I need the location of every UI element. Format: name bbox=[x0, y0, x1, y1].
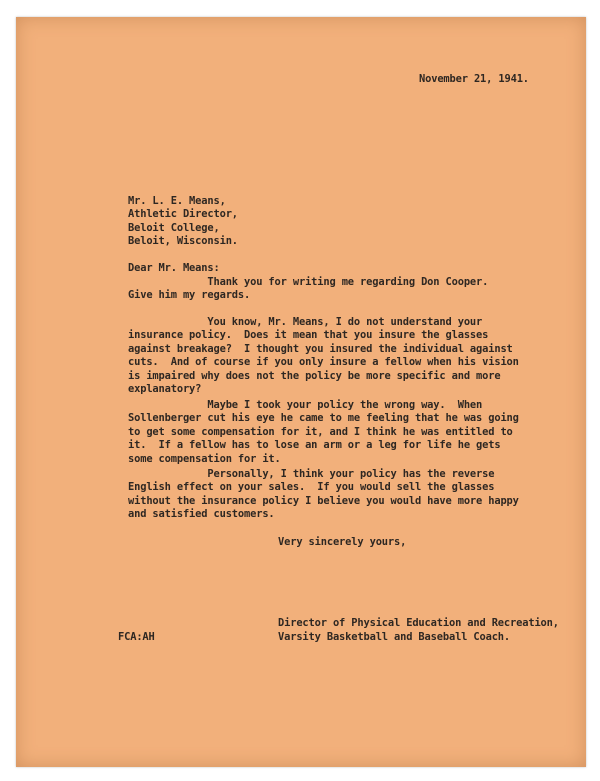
paragraph-1: Thank you for writing me regarding Don Cooper. Give him my regards. bbox=[128, 276, 489, 302]
recipient-city: Beloit, Wisconsin. bbox=[128, 235, 238, 247]
recipient-title: Athletic Director, bbox=[128, 208, 238, 220]
recipient-name: Mr. L. E. Means, bbox=[128, 195, 226, 207]
letter-page bbox=[16, 17, 586, 767]
signature-title-1: Director of Physical Education and Recreation, bbox=[278, 617, 559, 629]
salutation: Dear Mr. Means: bbox=[128, 262, 220, 274]
initials: FCA:AH bbox=[118, 631, 155, 643]
paragraph-3: Maybe I took your policy the wrong way. When Sollenberger cut his eye he came to me feeling that he was going to get some compensation for it, and I think he was entitled to it. If a fellow has to lose an arm or a leg for life he gets some compensation for it. bbox=[128, 399, 519, 465]
letter-date: November 21, 1941. bbox=[419, 73, 529, 85]
closing: Very sincerely yours, bbox=[278, 536, 407, 548]
recipient-organization: Beloit College, bbox=[128, 222, 220, 234]
paragraph-4: Personally, I think your policy has the reverse English effect on your sales. If you would sell the glasses without the insurance policy I believe you would have more happy and satisfied customers. bbox=[128, 468, 519, 521]
paragraph-2: You know, Mr. Means, I do not understand your insurance policy. Does it mean that you insure the glasses against breakage? I thought you insured the individual against cuts. And of course if you only insure a fellow when his vision is impaired why does not the policy be more specific and more explanatory? bbox=[128, 316, 519, 396]
signature-title-2: Varsity Basketball and Baseball Coach. bbox=[278, 631, 511, 643]
